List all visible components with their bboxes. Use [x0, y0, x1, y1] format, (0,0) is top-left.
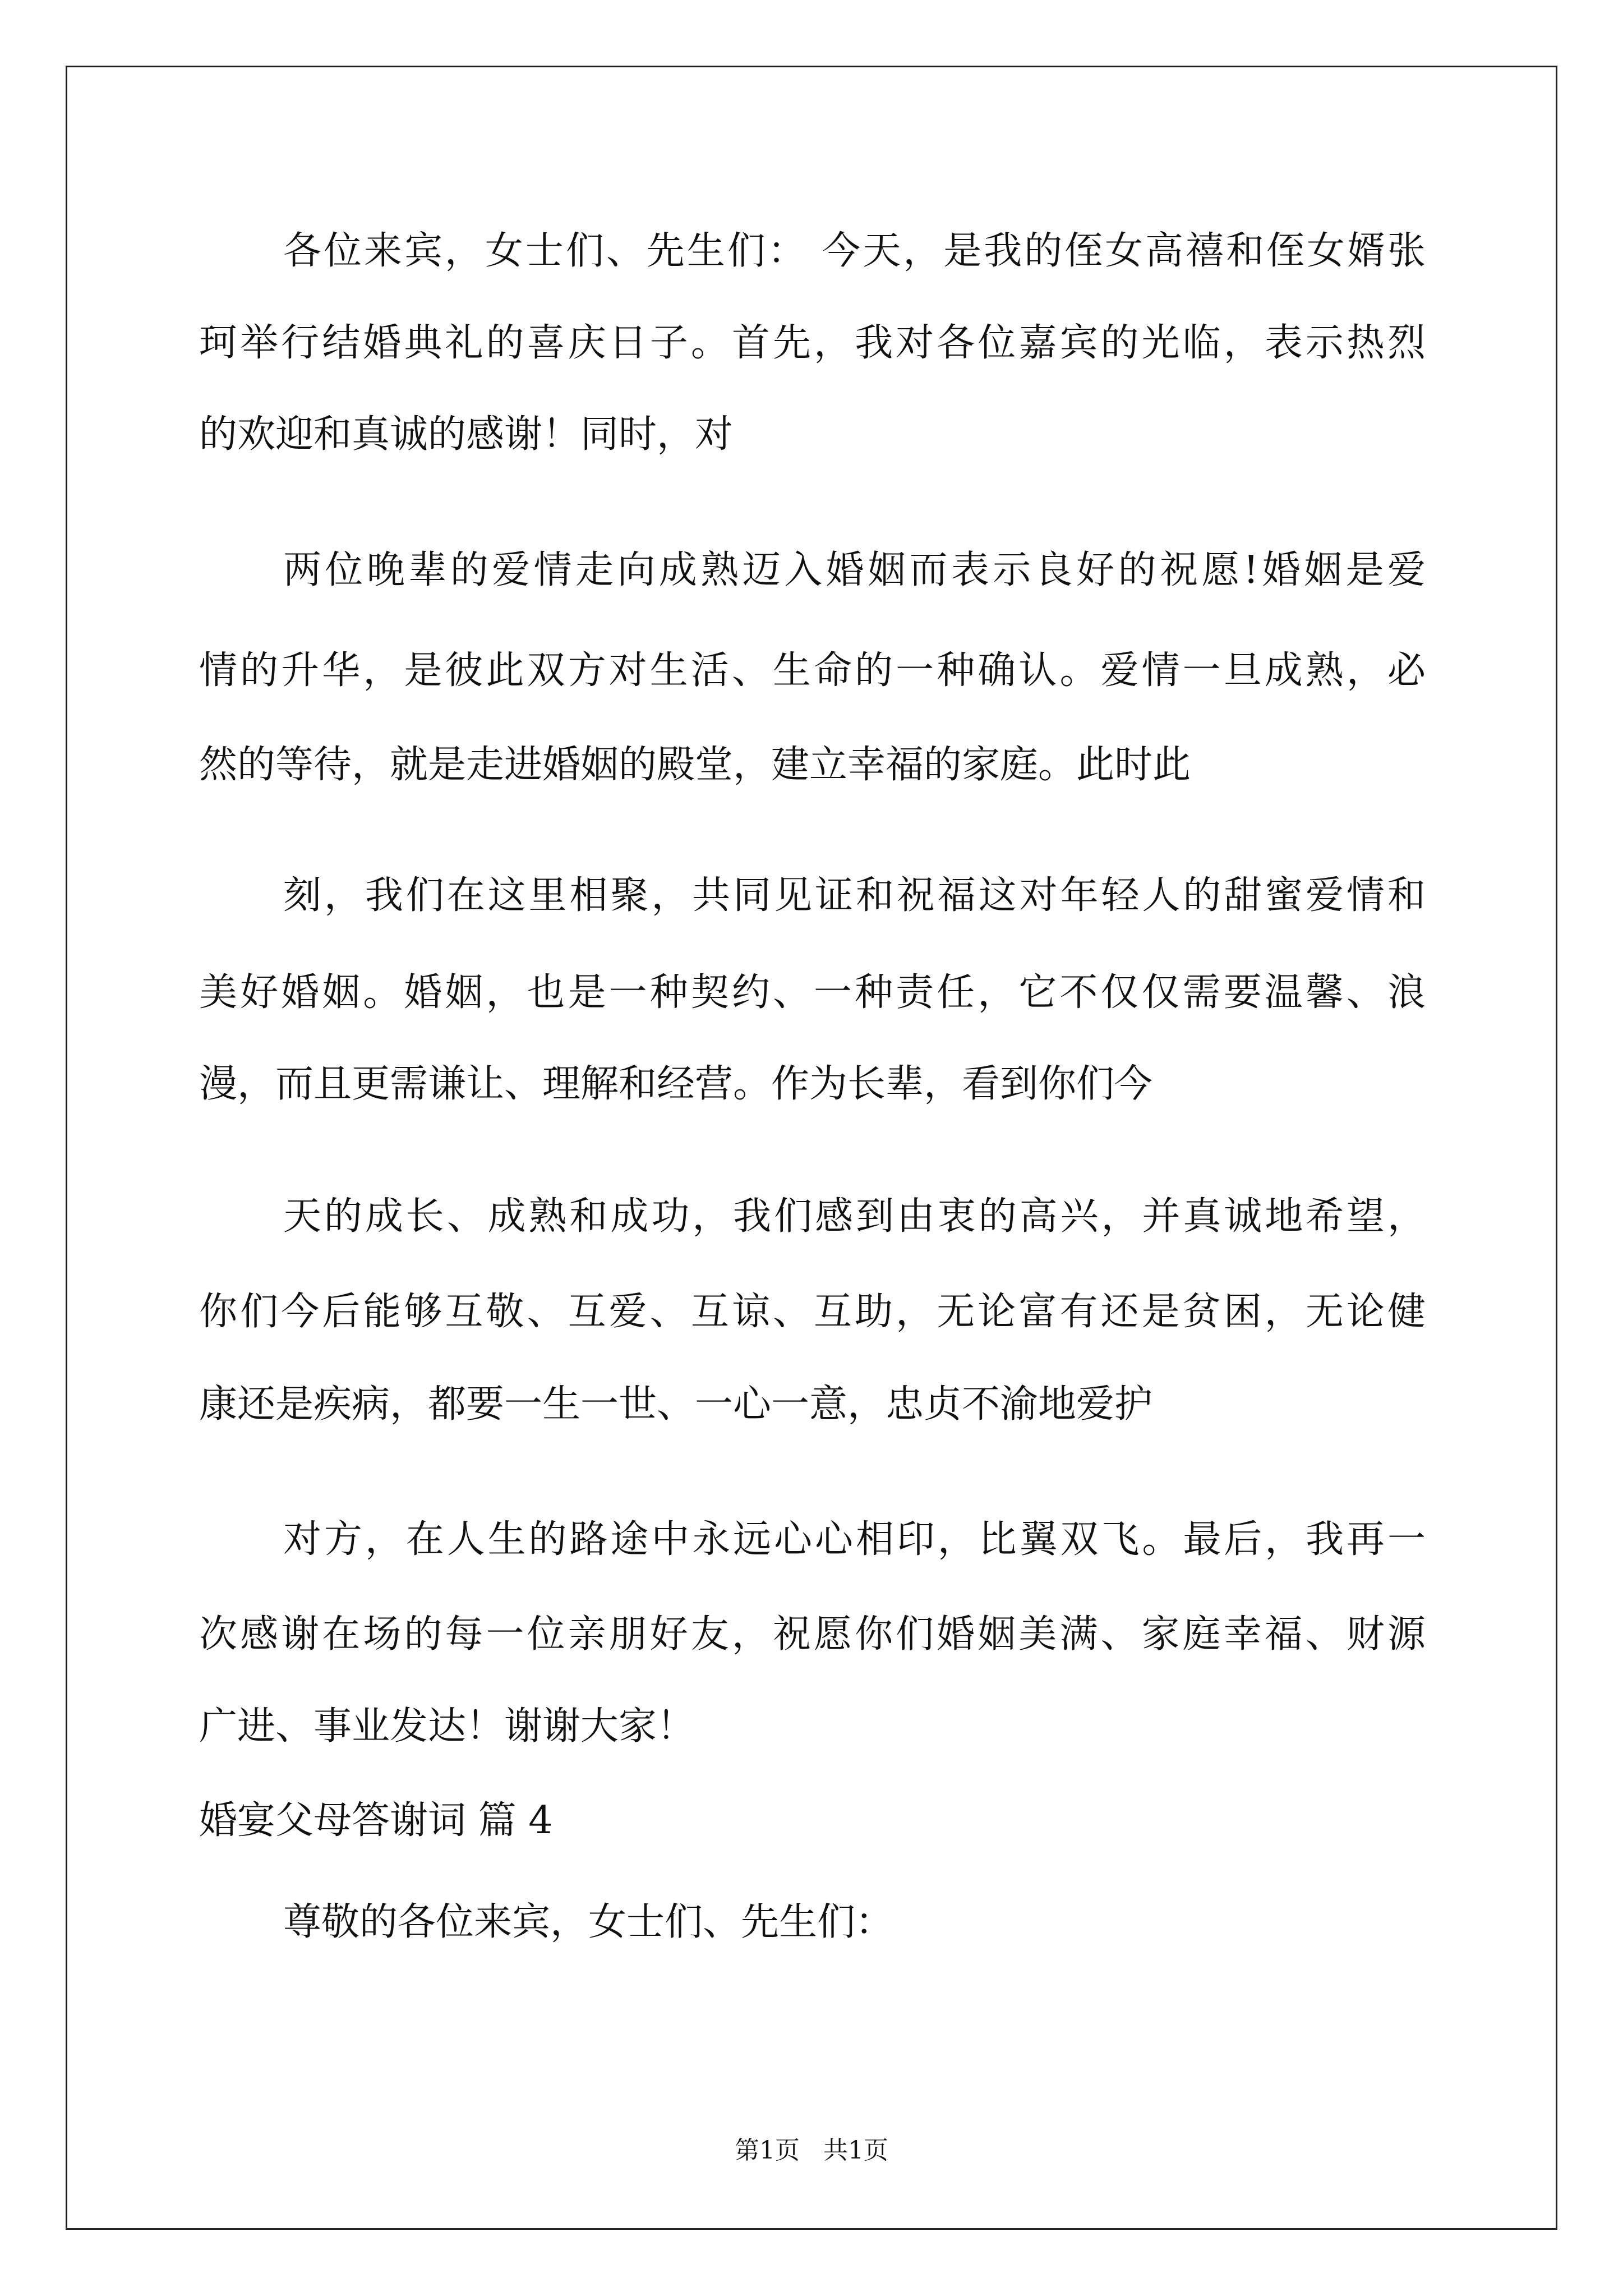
paragraph-line: 各位来宾，女士们、先生们： 今天，是我的侄女高禧和侄女婿张	[283, 229, 1426, 273]
paragraph-line: 漫，而且更需谦让、理解和经营。作为长辈，看到你们今	[199, 1062, 1153, 1106]
paragraph-line: 的欢迎和真诚的感谢！同时，对	[199, 412, 734, 457]
paragraph-line: 尊敬的各位来宾，女士们、先生们：	[283, 1900, 894, 1944]
paragraph-line: 两位晚辈的爱情走向成熟迈入婚姻而表示良好的祝愿!婚姻是爱	[283, 548, 1426, 592]
paragraph-line: 你们今后能够互敬、互爱、互谅、互助，无论富有还是贫困，无论健	[199, 1290, 1426, 1334]
paragraph-line: 广进、事业发达！谢谢大家！	[199, 1704, 695, 1749]
paragraph-line: 情的升华，是彼此双方对生活、生命的一种确认。爱情一旦成熟，必	[199, 648, 1426, 693]
paragraph-line: 天的成长、成熟和成功，我们感到由衷的高兴，并真诚地希望，	[283, 1194, 1426, 1239]
paragraph-line: 次感谢在场的每一位亲朋好友，祝愿你们婚姻美满、家庭幸福、财源	[199, 1612, 1426, 1657]
paragraph-line: 美好婚姻。婚姻，也是一种契约、一种责任，它不仅仅需要温馨、浪	[199, 970, 1426, 1015]
paragraph-line: 珂举行结婚典礼的喜庆日子。首先，我对各位嘉宾的光临，表示热烈	[199, 321, 1426, 365]
section-heading: 婚宴父母答谢词 篇 4	[199, 1798, 553, 1843]
paragraph-line: 康还是疾病，都要一生一世、一心一意，忠贞不渝地爱护	[199, 1382, 1153, 1427]
paragraph-line: 对方，在人生的路途中永远心心相印，比翼双飞。最后，我再一	[283, 1517, 1426, 1562]
page-footer: 第1页 共1页	[735, 2136, 888, 2165]
paragraph-line: 刻，我们在这里相聚，共同见证和祝福这对年轻人的甜蜜爱情和	[283, 873, 1426, 918]
paragraph-line: 然的等待，就是走进婚姻的殿堂，建立幸福的家庭。此时此	[199, 743, 1191, 787]
